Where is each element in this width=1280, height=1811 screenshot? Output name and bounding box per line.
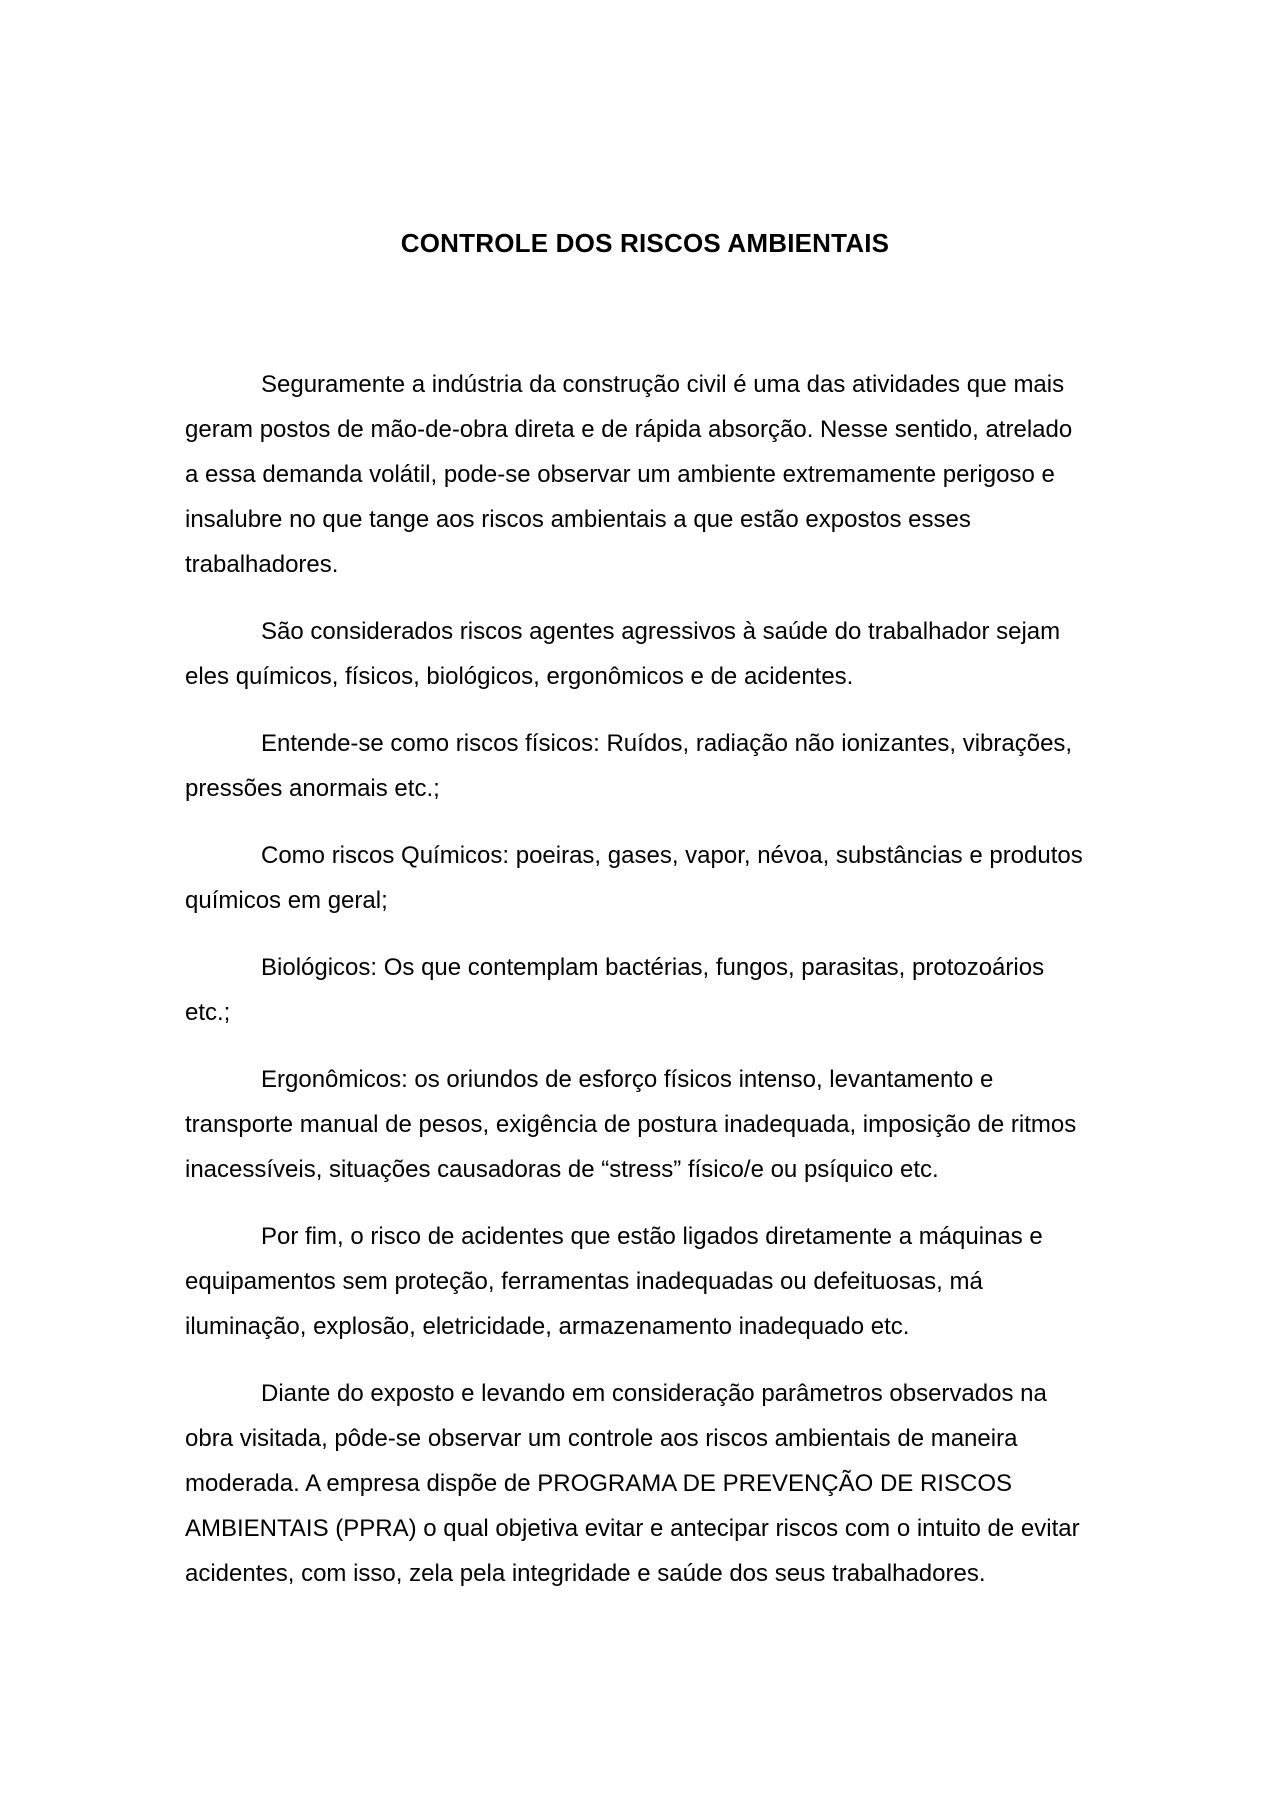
paragraph-introduction: Seguramente a indústria da construção civil é uma das atividades que mais geram postos de mão-de-obra direta e de rápida absorção. Nesse sentido, atrelado a essa demanda volátil, pode-se observar um ambiente extremamente perigoso e insalubre no que tange aos riscos ambientais a que estão expostos esses trabalhadores. xyxy=(185,371,1073,578)
paragraph-risk-definition: São considerados riscos agentes agressivos à saúde do trabalhador sejam eles químicos, físicos, biológicos, ergonômicos e de acidentes. xyxy=(185,618,1061,690)
paragraph-ergonomic-risks: Ergonômicos: os oriundos de esforço físicos intenso, levantamento e transporte manual de pesos, exigência de postura inadequada, imposição de ritmos inacessíveis, situações causadoras de “stress” físico/e ou psíquico etc. xyxy=(185,1066,1077,1183)
paragraph-accident-risks: Por fim, o risco de acidentes que estão ligados diretamente a máquinas e equipamentos sem proteção, ferramentas inadequadas ou defeituosas, má iluminação, explosão, eletricidade, armazenamento inadequado etc. xyxy=(185,1223,1043,1340)
document-body xyxy=(185,362,1090,1618)
paragraph-conclusion: Diante do exposto e levando em consideração parâmetros observados na obra visitada, pôde-se observar um controle aos riscos ambientais de maneira moderada. A empresa dispõe de PROGRAMA DE PREVENÇÃO DE RISCOS AMBIENTAIS (PPRA) o qual objetiva evitar e antecipar riscos com o intuito de evitar acidentes, com isso, zela pela integridade e saúde dos seus trabalhadores. xyxy=(185,1380,1080,1587)
paragraph-chemical-risks: Como riscos Químicos: poeiras, gases, vapor, névoa, substâncias e produtos químicos em geral; xyxy=(185,842,1083,914)
page-title: CONTROLE DOS RISCOS AMBIENTAIS xyxy=(400,228,890,258)
paragraph-biological-risks: Biológicos: Os que contemplam bactérias, fungos, parasitas, protozoários etc.; xyxy=(185,954,1045,1026)
paragraph-physical-risks: Entende-se como riscos físicos: Ruídos, radiação não ionizantes, vibrações, pressões anormais etc.; xyxy=(185,730,1073,802)
